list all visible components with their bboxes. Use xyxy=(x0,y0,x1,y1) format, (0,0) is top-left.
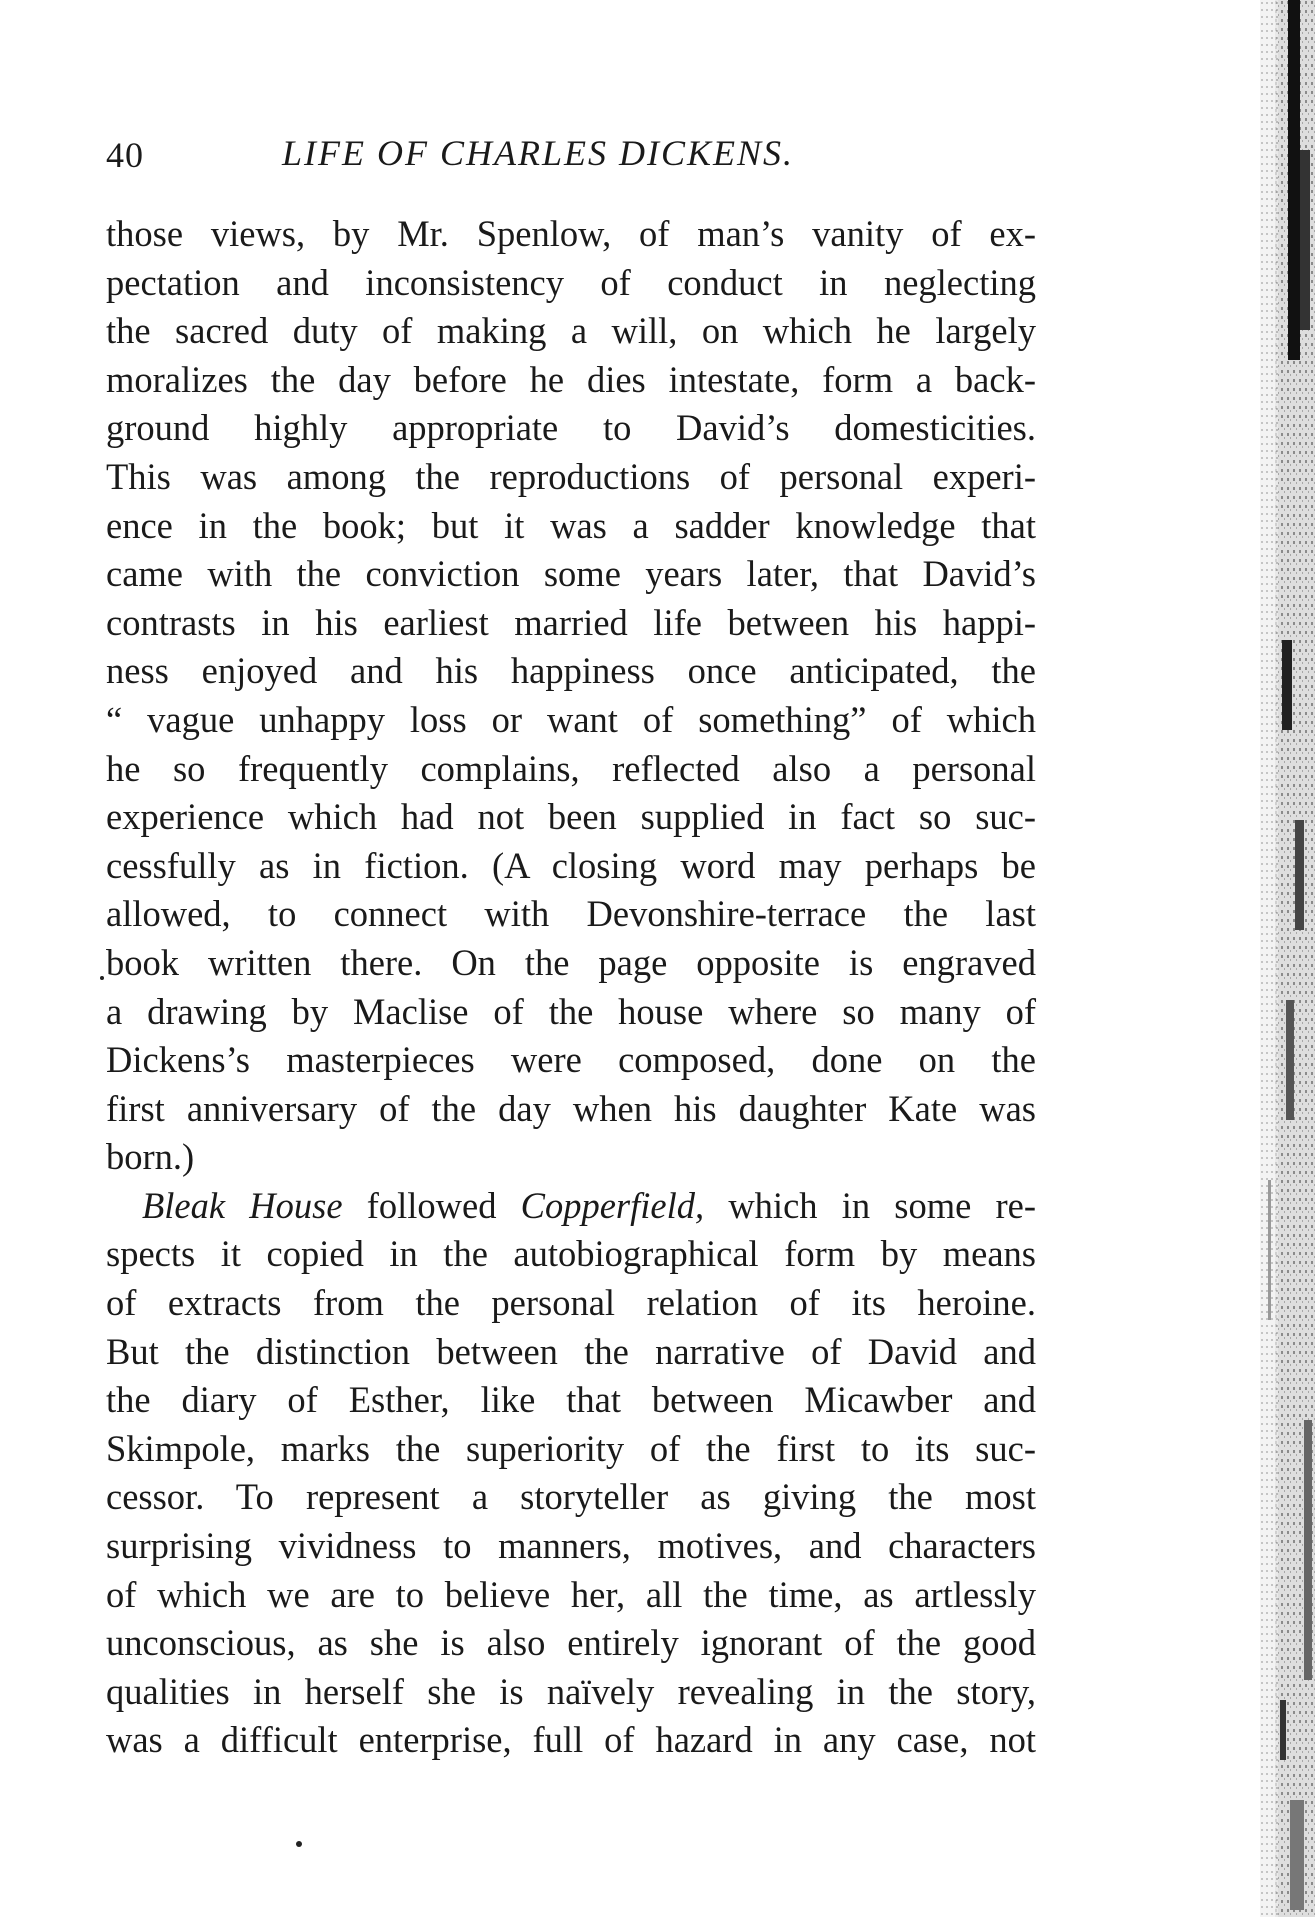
paragraph-2-first-line xyxy=(106,1182,1036,1231)
text-line: moralizes the day before he dies intestate, form a back- xyxy=(106,358,1036,400)
book-title-bleak-house: Bleak House xyxy=(142,1184,343,1226)
text-line: born.) xyxy=(106,1136,195,1178)
text-line: a drawing by Maclise of the house where so many of xyxy=(106,990,1036,1032)
text-line: ground highly appropriate to David’s domesticities. xyxy=(106,407,1036,449)
text-line: book written there. On the page opposite is engraved xyxy=(106,941,1036,983)
text-line: those views, by Mr. Spenlow, of man’s vanity of ex- xyxy=(106,213,1036,254)
print-speck xyxy=(296,1841,302,1847)
print-speck xyxy=(100,976,104,980)
text-line: cessfully as in fiction. (A closing word may perhaps be xyxy=(106,844,1036,886)
page-header xyxy=(106,128,1036,178)
text-fragment: which in some re- xyxy=(704,1184,1036,1226)
text-line: first anniversary of the day when his daughter Kate was xyxy=(106,1087,1036,1129)
book-binding-edge xyxy=(1220,0,1315,1917)
page-number: 40 xyxy=(106,135,144,175)
text-line: contrasts in his earliest married life between his happi- xyxy=(106,601,1036,643)
text-line: ence in the book; but it was a sadder knowledge that xyxy=(106,504,1036,546)
body-text xyxy=(106,210,1036,1765)
text-line: This was among the reproductions of personal experi- xyxy=(106,455,1036,497)
text-line: Skimpole, marks the superiority of the first to its suc- xyxy=(106,1427,1036,1469)
text-line: unconscious, as she is also entirely ignorant of the good xyxy=(106,1622,1036,1664)
text-line: he so frequently complains, reflected also a personal xyxy=(106,747,1036,789)
book-title-copperfield: Copperfield, xyxy=(520,1184,705,1226)
text-line: ness enjoyed and his happiness once anticipated, the xyxy=(106,650,1036,692)
text-line: pectation and inconsistency of conduct in neglecting xyxy=(106,261,1036,303)
text-line: came with the conviction some years later, that David’s xyxy=(106,553,1036,595)
paragraph-2 xyxy=(106,1182,1036,1765)
text-line: the diary of Esther, like that between Micawber and xyxy=(106,1379,1036,1421)
text-line: Dickens’s masterpieces were composed, done on the xyxy=(106,1039,1036,1081)
text-line: the sacred duty of making a will, on which he largely xyxy=(106,310,1036,352)
text-line: “ vague unhappy loss or want of something” of which xyxy=(106,698,1036,740)
text-line: allowed, to connect with Devonshire-terrace the last xyxy=(106,893,1036,935)
text-line: But the distinction between the narrative of David and xyxy=(106,1330,1036,1372)
paragraph-1 xyxy=(106,210,1036,1182)
text-line: qualities in herself she is naïvely revealing in the story, xyxy=(106,1670,1036,1712)
text-fragment: followed xyxy=(342,1184,521,1226)
text-line: of extracts from the personal relation of its heroine. xyxy=(106,1282,1036,1324)
running-head: LIFE OF CHARLES DICKENS. xyxy=(282,133,794,173)
text-line: was a difficult enterprise, full of hazard in any case, not xyxy=(106,1719,1036,1761)
text-line: of which we are to believe her, all the time, as artlessly xyxy=(106,1573,1036,1615)
text-line: surprising vividness to manners, motives, and characters xyxy=(106,1525,1036,1567)
text-line: cessor. To represent a storyteller as giving the most xyxy=(106,1476,1036,1518)
text-line: spects it copied in the autobiographical form by means xyxy=(106,1233,1036,1275)
text-line: experience which had not been supplied in fact so suc- xyxy=(106,796,1036,838)
